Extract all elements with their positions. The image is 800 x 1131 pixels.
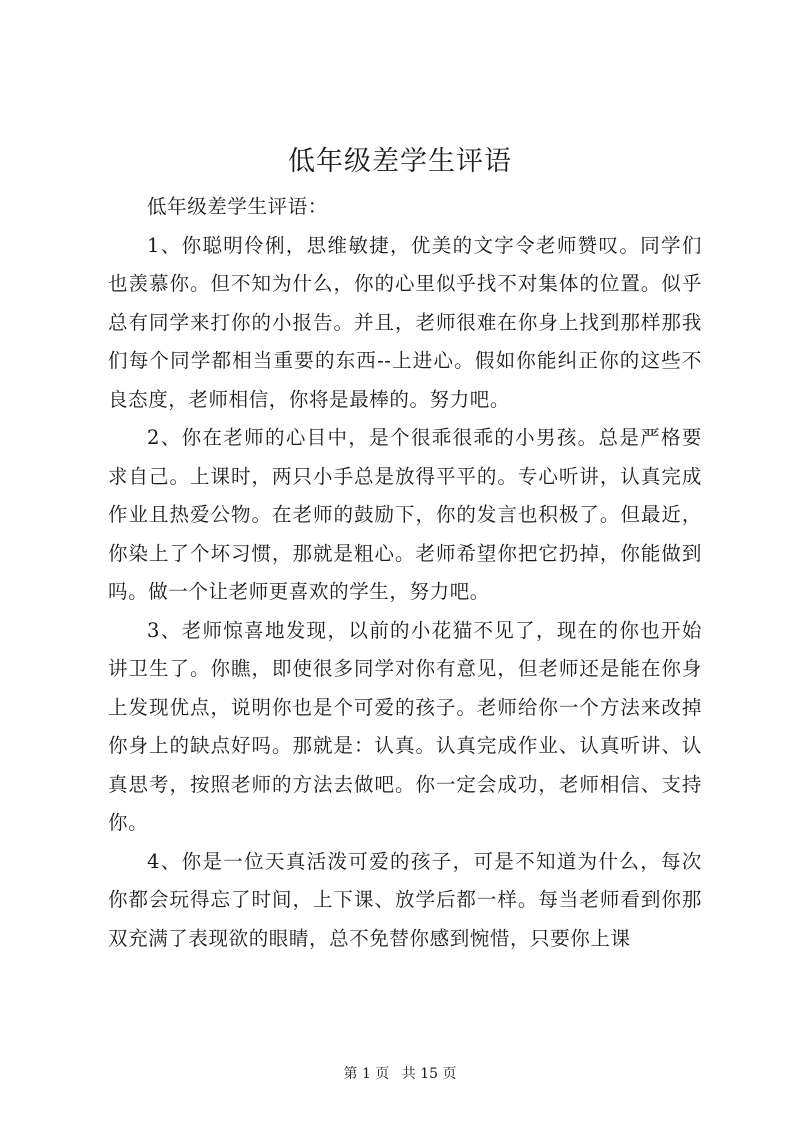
paragraph-intro: 低年级差学生评语： [147,195,328,218]
page-footer [0,1064,800,1084]
paragraph-1: 1、你聪明伶俐，思维敏捷，优美的文字令老师赞叹。同学们也羡慕你。但不知为什么，你的心里似乎找不对集体的位置。似乎总有同学来打你的小报告。并且，老师很难在你身上找到那样那我们每个同学都相当重要的东西--上进心。假如你能纠正你的这些不良态度，老师相信，你将是最棒的。努力吧。 [108,233,702,411]
page-total: 共 15 页 [401,1066,457,1082]
paragraph-2: 2、你在老师的心目中，是个很乖很乖的小男孩。总是严格要求自己。上课时，两只小手总是放得平平的。专心听讲，认真完成作业且热爱公物。在老师的鼓励下，你的发言也积极了。但最近，你染上了个坏习惯，那就是粗心。老师希望你把它扔掉，你能做到吗。做一个让老师更喜欢的学生，努力吧。 [108,426,702,603]
page-title: 低年级差学生评语 [288,146,512,177]
paragraph-3: 3、老师惊喜地发现，以前的小花猫不见了，现在的你也开始讲卫生了。你瞧，即使很多同学对你有意见，但老师还是能在你身上发现优点，说明你也是个可爱的孩子。老师给你一个方法来改掉你身上的缺点好吗。那就是：认真。认真完成作业、认真听讲、认真思考，按照老师的方法去做吧。你一定会成功，老师相信、支持你。 [108,618,702,834]
document-body [108,188,702,958]
paragraph-4: 4、你是一位天真活泼可爱的孩子，可是不知道为什么，每次你都会玩得忘了时间，上下课、放学后都一样。每当老师看到你那双充满了表现欲的眼睛，总不免替你感到惋惜，只要你上课 [108,849,702,950]
page-number: 第 1 页 [343,1066,390,1082]
